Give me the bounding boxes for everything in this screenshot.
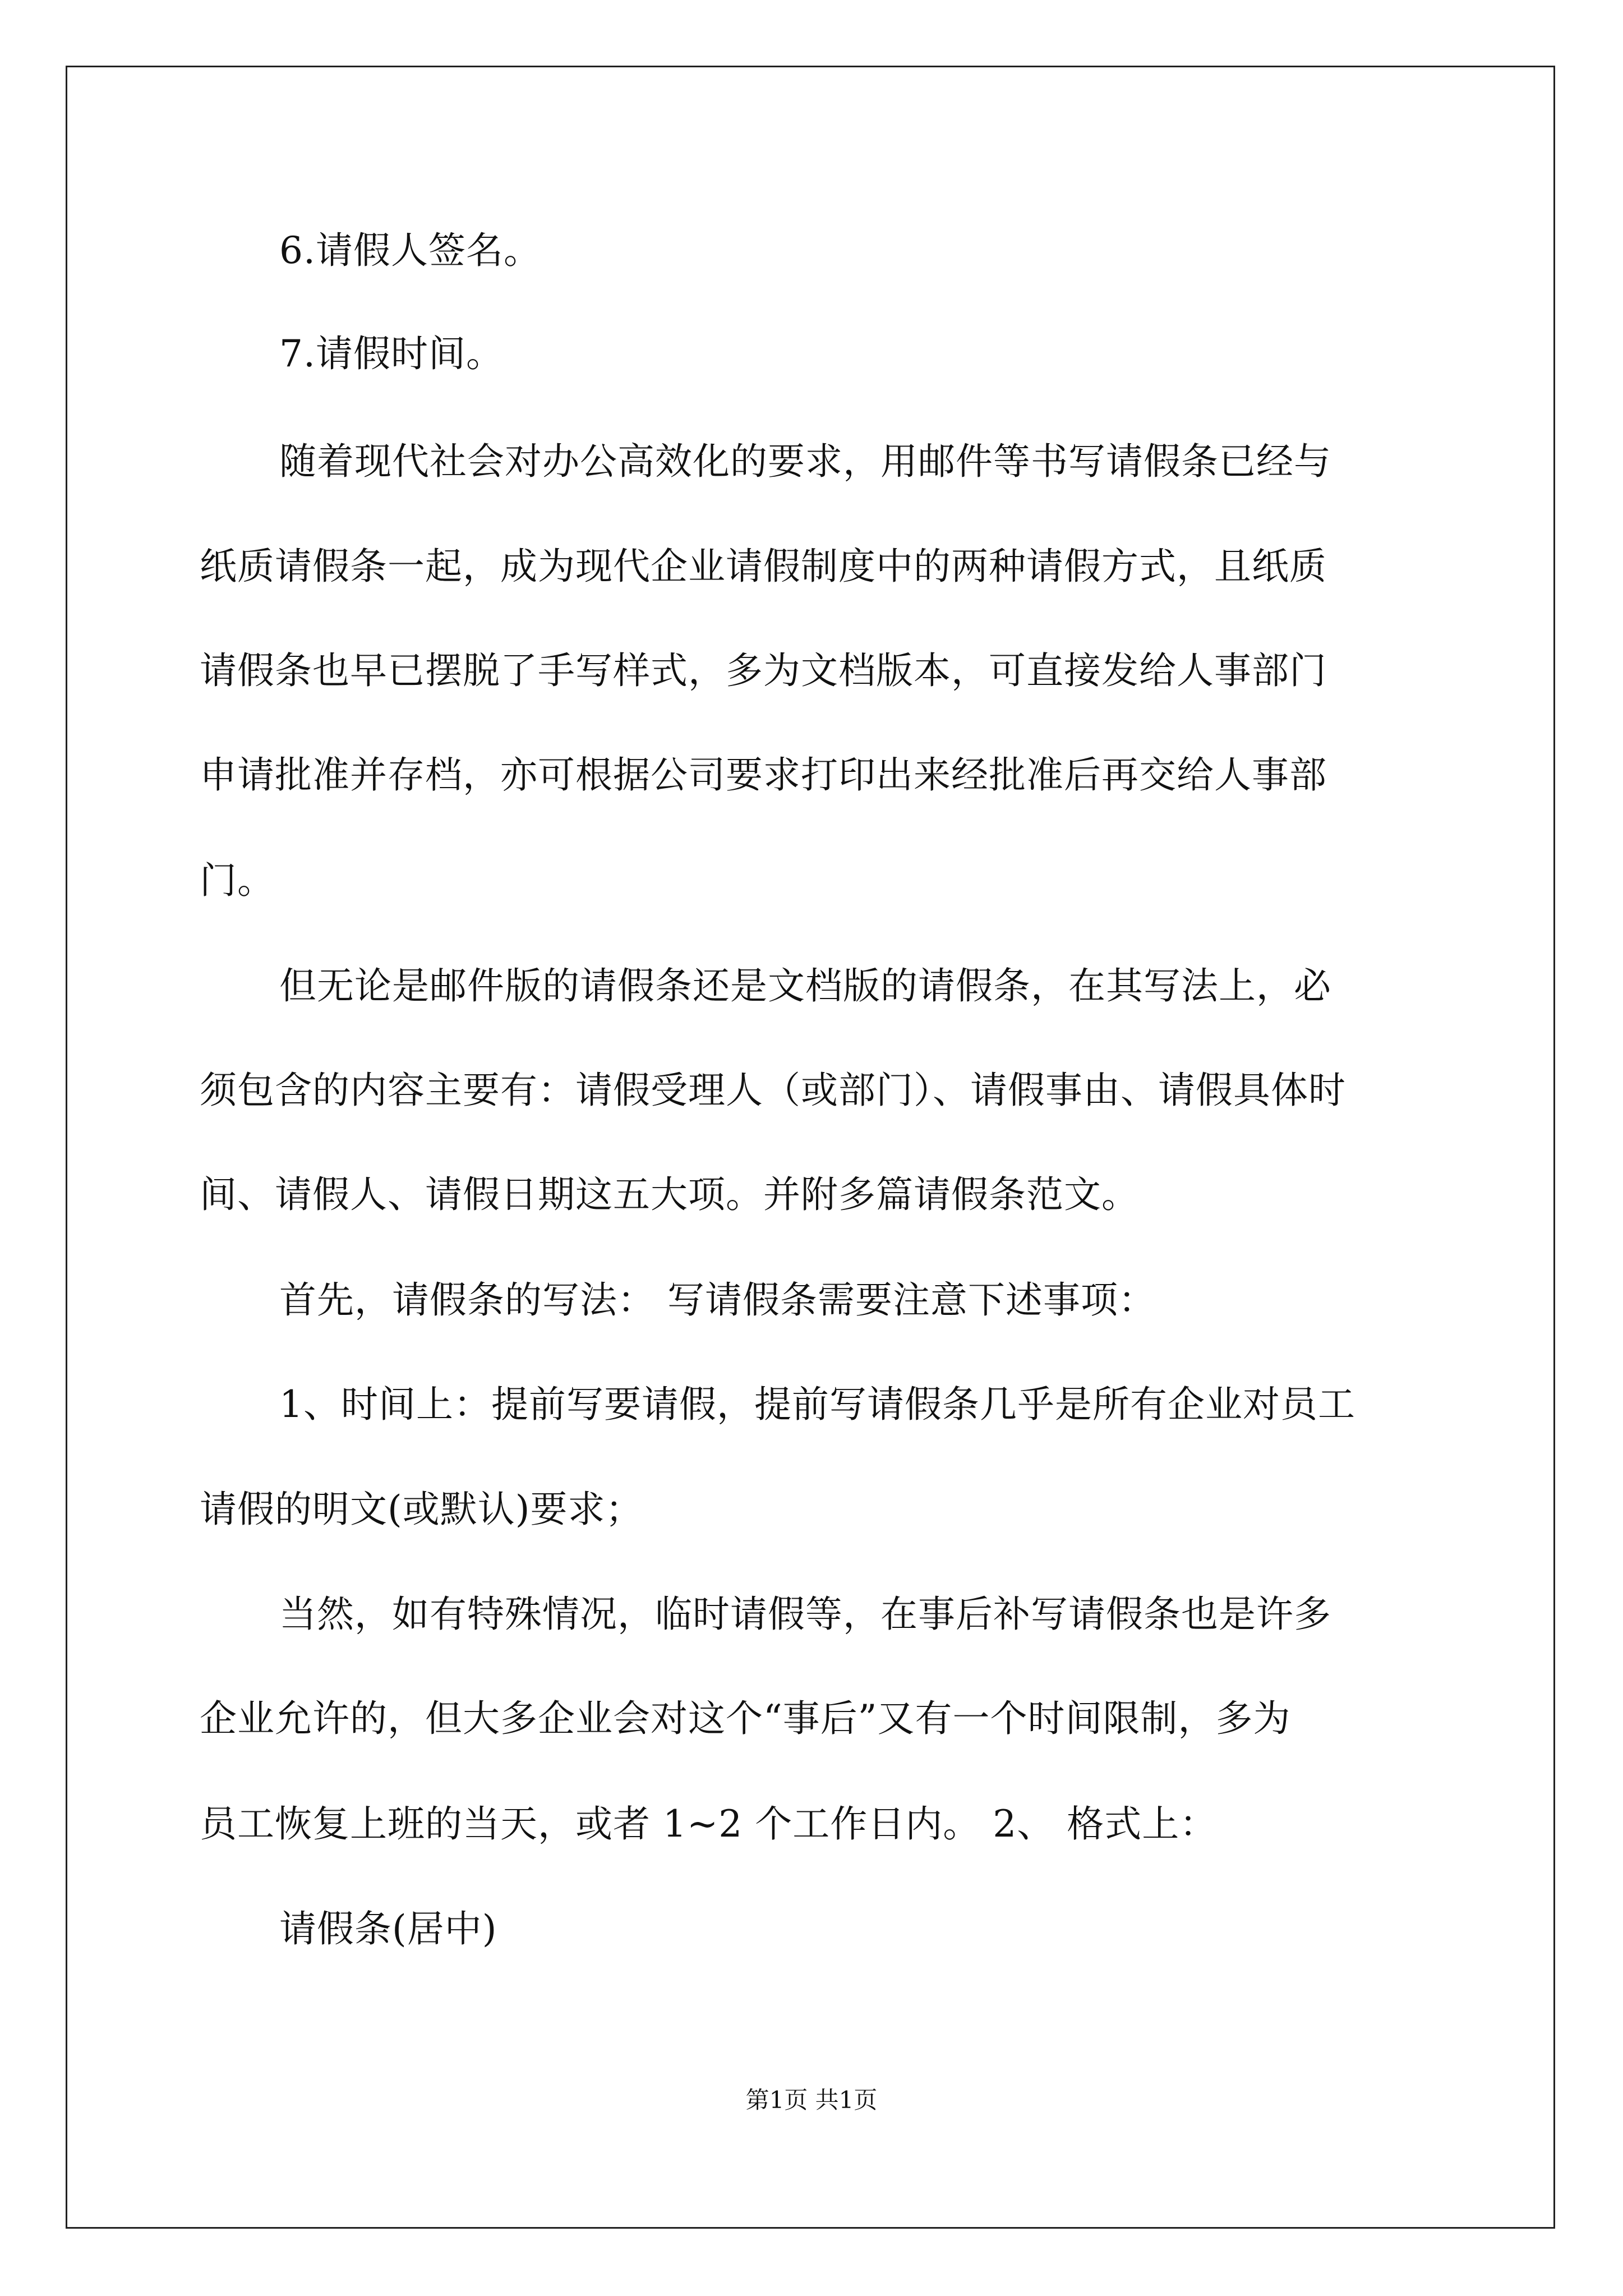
text-line: 请假条(居中) — [279, 1907, 497, 1950]
text-line: 间、请假人、请假日期这五大项。并附多篇请假条范文。 — [200, 1173, 1139, 1216]
text-line: 须包含的内容主要有：请假受理人（或部门）、请假事由、请假具体时 — [200, 1069, 1346, 1112]
text-line: 1、时间上：提前写要请假，提前写请假条几乎是所有企业对员工 — [279, 1383, 1355, 1426]
text-line: 当然，如有特殊情况，临时请假等，在事后补写请假条也是许多 — [279, 1593, 1331, 1636]
text-line: 纸质请假条一起，成为现代企业请假制度中的两种请假方式，且纸质 — [200, 545, 1327, 588]
text-line: 门。 — [200, 859, 275, 902]
text-line: 企业允许的，但大多企业会对这个“事后”又有一个时间限制，多为 — [200, 1697, 1291, 1740]
text-line: 7.请假时间。 — [279, 332, 504, 375]
text-line: 但无论是邮件版的请假条还是文档版的请假条，在其写法上，必 — [279, 964, 1331, 1007]
page-footer: 第1页 共1页 — [745, 2086, 878, 2114]
text-line: 首先，请假条的写法： 写请假条需要注意下述事项： — [279, 1278, 1156, 1322]
text-line: 员工恢复上班的当天，或者 1~2 个工作日内。 2、 格式上： — [200, 1802, 1218, 1846]
text-line: 申请批准并存档，亦可根据公司要求打印出来经批准后再交给人事部 — [200, 753, 1327, 797]
text-line: 随着现代社会对办公高效化的要求，用邮件等书写请假条已经与 — [279, 440, 1331, 483]
text-line: 请假条也早已摆脱了手写样式，多为文档版本，可直接发给人事部门 — [200, 649, 1327, 692]
text-line: 6.请假人签名。 — [279, 229, 541, 272]
text-line: 请假的明文(或默认)要求； — [200, 1488, 643, 1531]
page-border — [66, 66, 1555, 2229]
